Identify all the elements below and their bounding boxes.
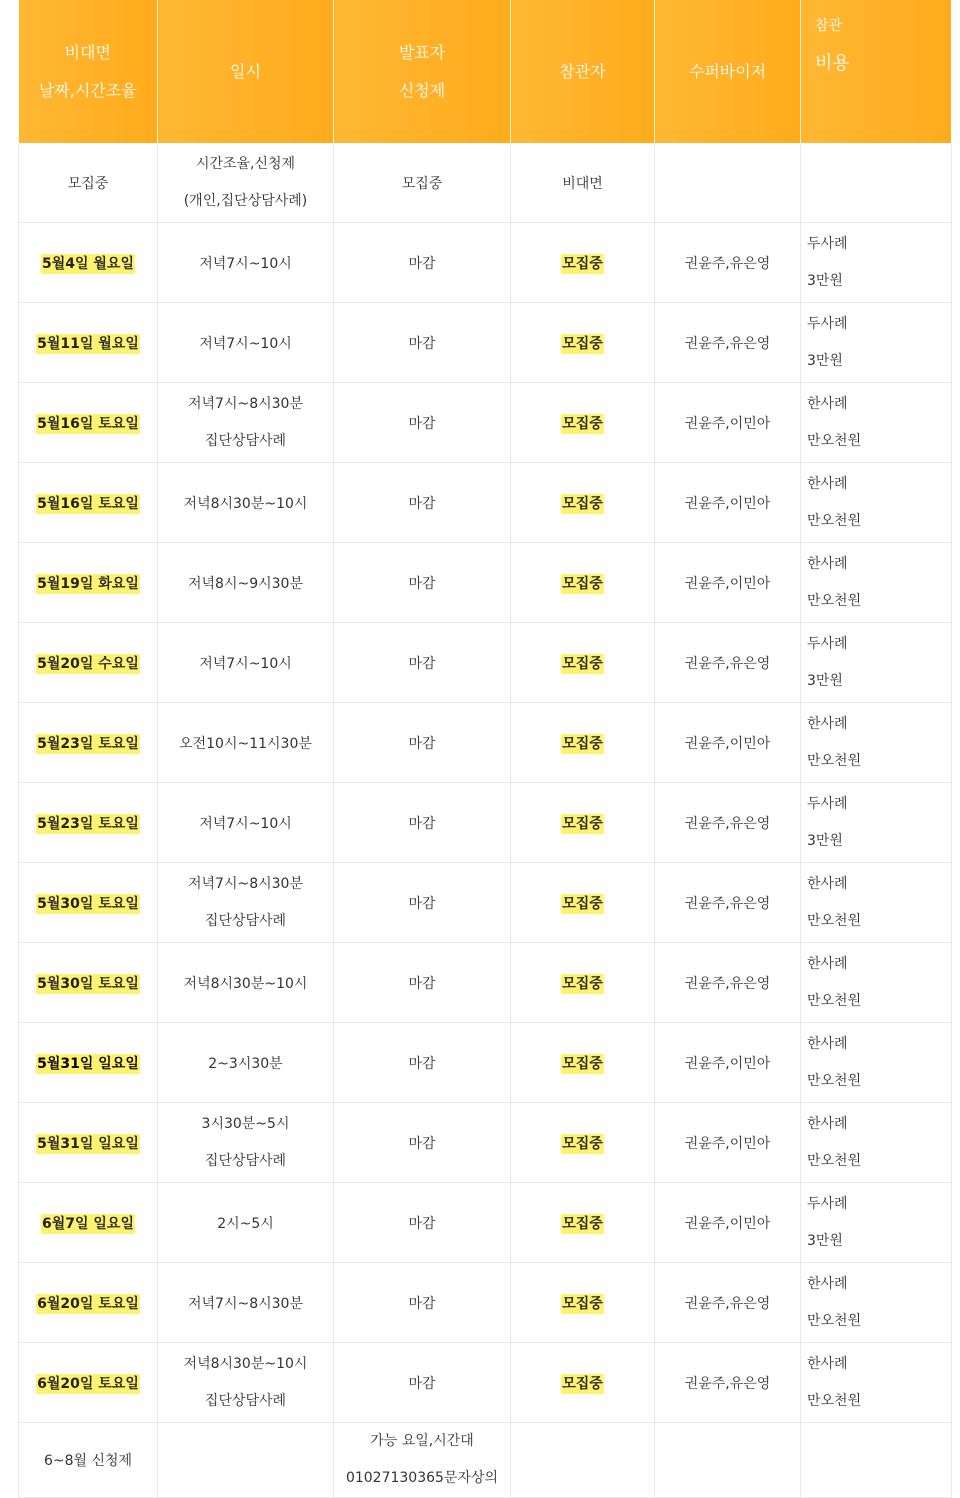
cell-time	[158, 303, 334, 383]
cost-amount: 3만원	[807, 352, 843, 369]
cell-time	[158, 383, 334, 463]
cell-presenter	[334, 223, 511, 303]
cell-presenter	[334, 783, 511, 863]
cell-date	[19, 703, 158, 783]
header-date	[19, 0, 158, 143]
table-row	[19, 623, 952, 703]
cell-supervisor	[655, 783, 801, 863]
cell-presenter	[334, 863, 511, 943]
header-observer	[511, 0, 655, 143]
header-date-line2: 날짜,시간조율	[38, 80, 137, 100]
presenter-text: 마감	[408, 655, 436, 672]
date-text: 5월16일 토요일	[37, 495, 139, 512]
cost-count: 한사례	[807, 1275, 848, 1292]
time-line1: 3시30분~5시	[201, 1115, 290, 1132]
observer-text: 모집중	[562, 495, 603, 512]
cell-observer	[511, 783, 655, 863]
observer-text: 모집중	[562, 1295, 603, 1312]
header-observer-label: 참관자	[559, 61, 606, 81]
observer-text: 모집중	[562, 815, 603, 832]
cost-amount: 3만원	[807, 272, 843, 289]
supervisor-text: 권윤주,이민아	[684, 575, 771, 592]
cost-count: 두사례	[807, 795, 848, 812]
cell-observer	[511, 623, 655, 703]
table-row	[19, 1023, 952, 1103]
presenter-text: 마감	[408, 735, 436, 752]
table-row	[19, 1183, 952, 1263]
cell-cost	[801, 623, 952, 703]
presenter-text: 마감	[408, 415, 436, 432]
date-text: 5월31일 일요일	[37, 1055, 139, 1072]
supervisor-text: 권윤주,유은영	[684, 255, 771, 272]
cost-amount: 만오천원	[807, 592, 862, 609]
cost-count: 두사례	[807, 635, 848, 652]
cell-supervisor	[655, 703, 801, 783]
header-presenter-line2: 신청제	[398, 80, 446, 100]
cell-time	[158, 783, 334, 863]
cell-cost	[801, 223, 952, 303]
cell-cost	[801, 703, 952, 783]
cell-observer	[511, 143, 655, 223]
cell-observer	[511, 1023, 655, 1103]
table-row-last	[19, 1423, 952, 1498]
date-text: 5월30일 토요일	[37, 895, 139, 912]
cost-amount: 만오천원	[807, 1312, 862, 1329]
cell-date	[19, 1103, 158, 1183]
cell-cost	[801, 1103, 952, 1183]
time-line1: 저녁7시~8시30분	[188, 875, 303, 892]
cost-amount: 3만원	[807, 672, 843, 689]
cell-supervisor	[655, 223, 801, 303]
cell-cost	[801, 303, 952, 383]
cell-presenter	[334, 1343, 511, 1423]
cell-cost	[801, 463, 952, 543]
header-supervisor-label: 수퍼바이저	[688, 61, 767, 81]
cell-date	[19, 543, 158, 623]
time-text: 2시~5시	[217, 1215, 274, 1232]
cost-amount: 만오천원	[807, 992, 862, 1009]
presenter-text: 마감	[408, 1135, 436, 1152]
time-text: 저녁7시~10시	[199, 655, 292, 672]
observer-text: 모집중	[562, 735, 603, 752]
table-row	[19, 1343, 952, 1423]
observer-text: 모집중	[562, 255, 603, 272]
header-cost	[801, 0, 952, 143]
cell-date	[19, 943, 158, 1023]
cell-presenter	[334, 303, 511, 383]
presenter-text: 마감	[408, 815, 436, 832]
observer-text: 모집중	[562, 415, 603, 432]
time-text: 저녁8시~9시30분	[188, 575, 303, 592]
cell-observer	[511, 943, 655, 1023]
cell-date	[19, 1423, 158, 1498]
cell-cost	[801, 943, 952, 1023]
cell-observer	[511, 223, 655, 303]
cell-supervisor	[655, 383, 801, 463]
time-line1: 저녁7시~8시30분	[188, 395, 303, 412]
cell-supervisor	[655, 143, 801, 223]
time-text: 저녁7시~8시30분	[188, 1295, 303, 1312]
cell-observer	[511, 383, 655, 463]
presenter-text: 마감	[408, 335, 436, 352]
presenter-text: 마감	[408, 575, 436, 592]
observer-text: 모집중	[562, 655, 603, 672]
table-row	[19, 463, 952, 543]
presenter-text: 마감	[408, 1215, 436, 1232]
time-text: 오전10시~11시30분	[179, 735, 312, 752]
cost-count: 두사례	[807, 315, 848, 332]
table-row	[19, 943, 952, 1023]
supervisor-text: 권윤주,유은영	[684, 1295, 771, 1312]
cost-amount: 만오천원	[807, 432, 862, 449]
presenter-text: 마감	[408, 255, 436, 272]
observer-text: 모집중	[562, 1215, 603, 1232]
cell-date	[19, 143, 158, 223]
cell-time	[158, 1263, 334, 1343]
cell-presenter	[334, 1263, 511, 1343]
presenter-text: 마감	[408, 1055, 436, 1072]
cell-supervisor	[655, 1023, 801, 1103]
cell-time	[158, 703, 334, 783]
supervisor-text: 권윤주,이민아	[684, 415, 771, 432]
cell-presenter	[334, 1023, 511, 1103]
observer-text: 모집중	[562, 975, 603, 992]
cell-presenter	[334, 463, 511, 543]
cell-presenter	[334, 383, 511, 463]
cell-presenter	[334, 703, 511, 783]
cell-supervisor	[655, 463, 801, 543]
cost-count: 한사례	[807, 1115, 848, 1132]
supervisor-text: 권윤주,이민아	[684, 1215, 771, 1232]
time-text: 저녁8시30분~10시	[183, 975, 308, 992]
cost-count: 두사례	[807, 235, 848, 252]
cell-cost	[801, 143, 952, 223]
date-text: 5월19일 화요일	[37, 575, 139, 592]
date-text: 5월23일 토요일	[37, 815, 139, 832]
cell-date	[19, 623, 158, 703]
time-line2: (개인,집단상담사례)	[183, 192, 308, 209]
schedule-table-wrapper	[18, 0, 951, 1498]
cell-observer	[511, 1103, 655, 1183]
time-line2: 집단상담사례	[204, 432, 287, 449]
cell-cost	[801, 543, 952, 623]
observer-text: 모집중	[562, 335, 603, 352]
cell-date	[19, 1263, 158, 1343]
cell-time	[158, 223, 334, 303]
table-row	[19, 223, 952, 303]
supervisor-text: 권윤주,유은영	[684, 895, 771, 912]
cell-supervisor	[655, 1343, 801, 1423]
table-row	[19, 863, 952, 943]
date-text: 6~8월 신청제	[43, 1453, 133, 1469]
cell-time	[158, 463, 334, 543]
cell-presenter	[334, 143, 511, 223]
cell-time	[158, 1423, 334, 1498]
time-line2: 집단상담사례	[204, 912, 287, 929]
date-text: 5월20일 수요일	[37, 655, 139, 672]
cell-time	[158, 543, 334, 623]
cost-amount: 만오천원	[807, 752, 862, 769]
table-row	[19, 543, 952, 623]
supervisor-text: 권윤주,유은영	[684, 975, 771, 992]
supervisor-text: 권윤주,유은영	[684, 1375, 771, 1392]
date-text: 6월20일 토요일	[37, 1375, 139, 1392]
note-line1: 가능 요일,시간대	[370, 1433, 474, 1449]
cell-presenter	[334, 1103, 511, 1183]
header-cost-big: 비용	[815, 53, 850, 74]
table-row	[19, 1103, 952, 1183]
cell-observer	[511, 863, 655, 943]
date-text: 5월11일 월요일	[37, 335, 139, 352]
table-row	[19, 703, 952, 783]
cell-date	[19, 223, 158, 303]
header-supervisor	[655, 0, 801, 143]
date-text: 5월23일 토요일	[37, 735, 139, 752]
supervisor-text: 권윤주,이민아	[684, 1055, 771, 1072]
cell-time	[158, 1343, 334, 1423]
cell-time	[158, 623, 334, 703]
cell-supervisor	[655, 543, 801, 623]
cell-supervisor	[655, 863, 801, 943]
date-text: 5월16일 토요일	[37, 415, 139, 432]
supervisor-text: 권윤주,유은영	[684, 335, 771, 352]
cost-count: 한사례	[807, 555, 848, 572]
cell-time	[158, 1183, 334, 1263]
table-row	[19, 1263, 952, 1343]
cell-presenter	[334, 543, 511, 623]
date-text: 모집중	[67, 175, 109, 192]
time-line1: 시간조율,신청제	[195, 155, 296, 172]
presenter-text: 모집중	[401, 175, 443, 192]
presenter-text: 마감	[408, 495, 436, 512]
cell-cost	[801, 863, 952, 943]
presenter-text: 마감	[408, 1375, 436, 1392]
header-presenter-line1: 발표자	[398, 42, 446, 62]
cell-time	[158, 863, 334, 943]
observer-text: 비대면	[562, 175, 603, 192]
observer-text: 모집중	[562, 1375, 603, 1392]
cell-supervisor	[655, 1103, 801, 1183]
header-date-line1: 비대면	[64, 42, 111, 62]
cost-count: 한사례	[807, 955, 848, 972]
supervisor-text: 권윤주,유은영	[684, 655, 771, 672]
header-presenter	[334, 0, 511, 143]
presenter-text: 마감	[408, 895, 436, 912]
cell-observer	[511, 543, 655, 623]
cell-date	[19, 783, 158, 863]
cell-cost	[801, 1263, 952, 1343]
cost-amount: 만오천원	[807, 912, 862, 929]
cell-cost	[801, 1183, 952, 1263]
header-time	[158, 0, 334, 143]
cost-amount: 만오천원	[807, 1392, 862, 1409]
cell-supervisor	[655, 943, 801, 1023]
cost-count: 한사례	[807, 1035, 848, 1052]
cell-time	[158, 1103, 334, 1183]
time-text: 저녁8시30분~10시	[183, 495, 308, 512]
cell-observer	[511, 1183, 655, 1263]
supervisor-text: 권윤주,이민아	[684, 1135, 771, 1152]
supervisor-text: 권윤주,이민아	[684, 735, 771, 752]
cell-observer	[511, 463, 655, 543]
cell-date	[19, 1183, 158, 1263]
header-time-label: 일시	[230, 61, 261, 81]
date-text: 5월4일 월요일	[42, 255, 134, 272]
cost-count: 한사례	[807, 395, 848, 412]
cell-cost	[801, 1423, 952, 1498]
observer-text: 모집중	[562, 1135, 603, 1152]
header-row	[19, 0, 952, 143]
cost-count: 한사례	[807, 475, 848, 492]
table-row	[19, 383, 952, 463]
observer-text: 모집중	[562, 895, 603, 912]
table-row	[19, 783, 952, 863]
cost-count: 한사례	[807, 715, 848, 732]
cost-amount: 만오천원	[807, 512, 862, 529]
cell-cost	[801, 1023, 952, 1103]
cell-presenter	[334, 623, 511, 703]
observer-text: 모집중	[562, 1055, 603, 1072]
cell-supervisor	[655, 303, 801, 383]
cell-supervisor	[655, 1183, 801, 1263]
cell-observer	[511, 1423, 655, 1498]
time-text: 저녁7시~10시	[199, 815, 292, 832]
cell-cost	[801, 383, 952, 463]
cell-supervisor	[655, 1423, 801, 1498]
cell-date	[19, 463, 158, 543]
table-row	[19, 303, 952, 383]
cost-amount: 만오천원	[807, 1152, 862, 1169]
supervisor-text: 권윤주,이민아	[684, 495, 771, 512]
cell-note	[334, 1423, 511, 1498]
cell-time	[158, 1023, 334, 1103]
header-cost-small: 참관	[815, 18, 843, 34]
table-row-first	[19, 143, 952, 223]
cost-count: 한사례	[807, 1355, 848, 1372]
cost-amount: 3만원	[807, 1232, 843, 1249]
time-line1: 저녁8시30분~10시	[183, 1355, 308, 1372]
cost-count: 한사례	[807, 875, 848, 892]
time-line2: 집단상담사례	[204, 1392, 287, 1409]
cell-date	[19, 863, 158, 943]
time-line2: 집단상담사례	[204, 1152, 287, 1169]
cell-supervisor	[655, 623, 801, 703]
schedule-table	[18, 0, 952, 1498]
presenter-text: 마감	[408, 1295, 436, 1312]
observer-text: 모집중	[562, 575, 603, 592]
time-text: 2~3시30분	[208, 1055, 283, 1072]
presenter-text: 마감	[408, 975, 436, 992]
cell-presenter	[334, 1183, 511, 1263]
cost-count: 두사례	[807, 1195, 848, 1212]
date-text: 5월30일 토요일	[37, 975, 139, 992]
supervisor-text: 권윤주,유은영	[684, 815, 771, 832]
cell-observer	[511, 1343, 655, 1423]
cell-cost	[801, 783, 952, 863]
note-line2: 01027130365문자상의	[345, 1470, 499, 1486]
time-text: 저녁7시~10시	[199, 255, 292, 272]
cell-cost	[801, 1343, 952, 1423]
cell-supervisor	[655, 1263, 801, 1343]
cell-date	[19, 303, 158, 383]
cell-time	[158, 143, 334, 223]
date-text: 6월7일 일요일	[42, 1215, 134, 1232]
date-text: 6월20일 토요일	[37, 1295, 139, 1312]
cost-amount: 3만원	[807, 832, 843, 849]
cell-date	[19, 1343, 158, 1423]
time-text: 저녁7시~10시	[199, 335, 292, 352]
cell-observer	[511, 303, 655, 383]
cell-observer	[511, 1263, 655, 1343]
cell-presenter	[334, 943, 511, 1023]
cell-date	[19, 383, 158, 463]
date-text: 5월31일 일요일	[37, 1135, 139, 1152]
cell-date	[19, 1023, 158, 1103]
cell-observer	[511, 703, 655, 783]
cell-time	[158, 943, 334, 1023]
cost-amount: 만오천원	[807, 1072, 862, 1089]
